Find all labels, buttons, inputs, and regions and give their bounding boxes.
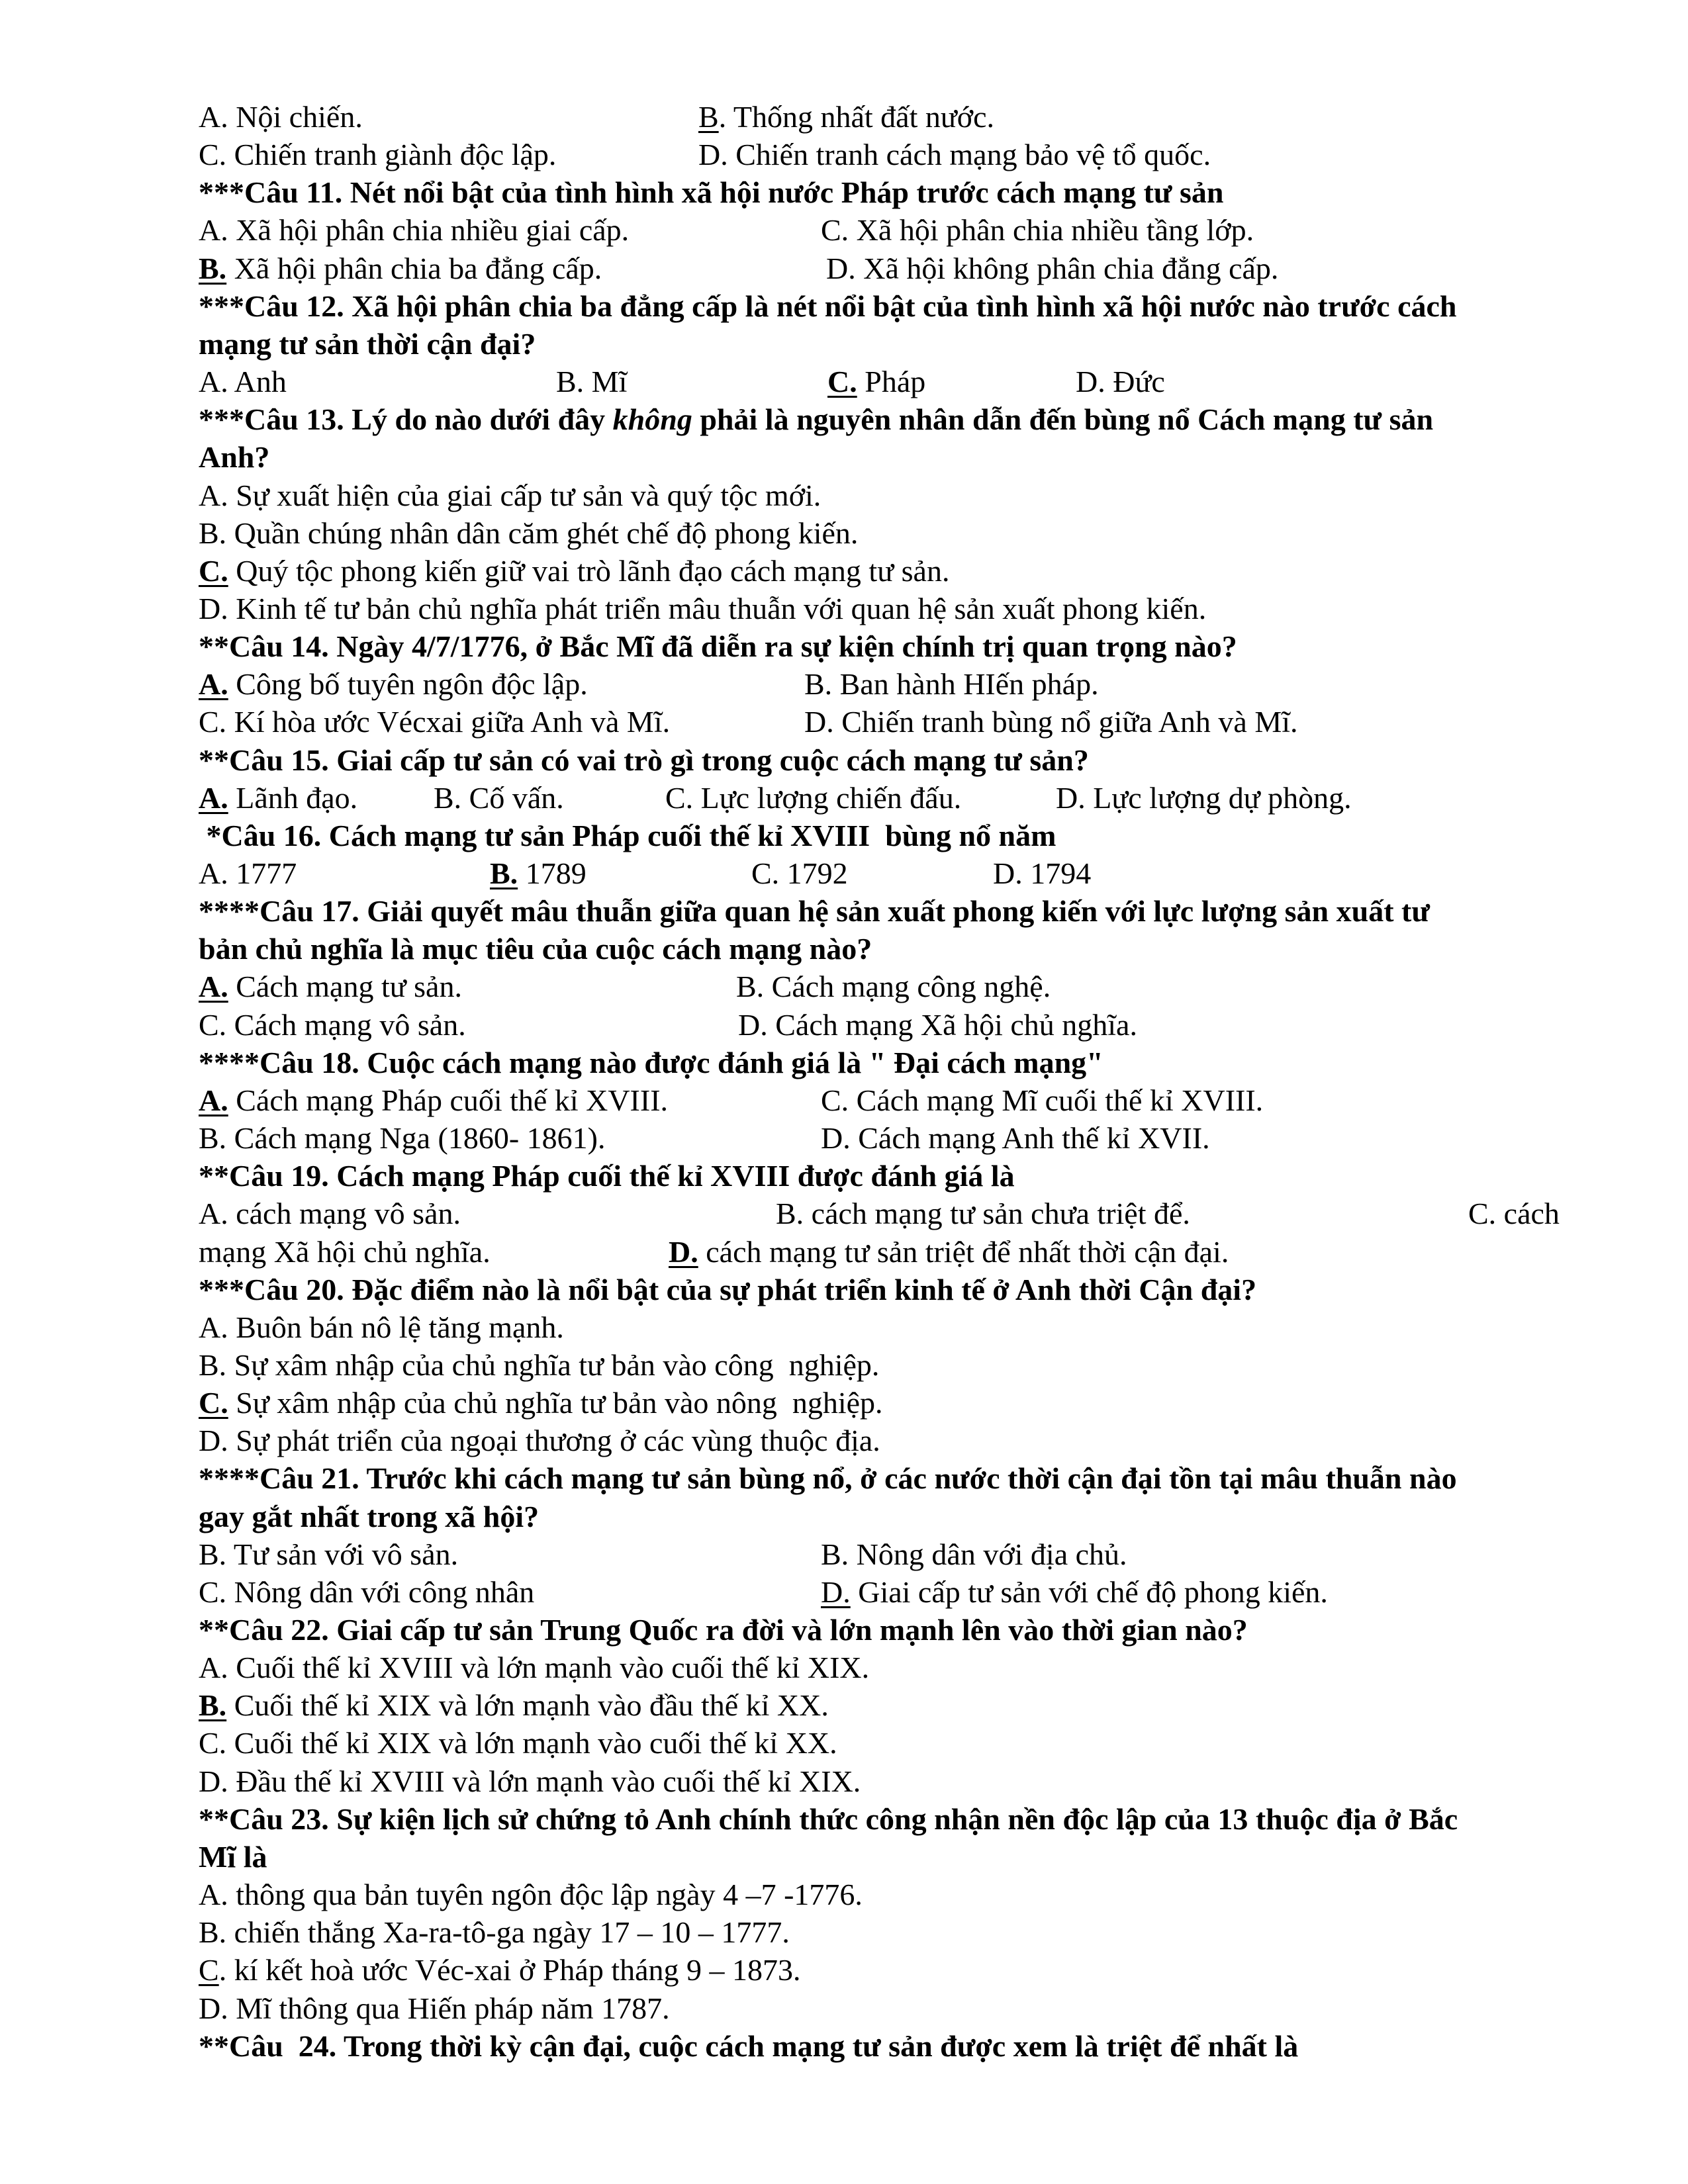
answer-option: D. Đức	[1076, 365, 1165, 399]
answer-option: B. Tư sản với vô sản.	[199, 1537, 459, 1571]
correct-answer-key: A.	[199, 780, 228, 815]
correct-answer-key: A.	[199, 667, 228, 702]
answer-text: Cách mạng Pháp cuối thế kỉ XVIII.	[228, 1083, 669, 1117]
question-line	[199, 1611, 1248, 1649]
question-text: **Câu 23. Sự kiện lịch sử chứng tỏ Anh chính thức công nhận nền độc lập của 13 thuộc địa ở Bắc	[199, 1801, 1458, 1836]
question-text: mạng tư sản thời cận đại?	[199, 326, 536, 361]
answer-option-correct	[199, 250, 602, 287]
answer-option-correct	[827, 363, 925, 400]
answer-option: D. Sự phát triển của ngoại thương ở các vùng thuộc địa.	[199, 1424, 880, 1458]
answer-option-correct	[490, 854, 586, 892]
answer-option: D. Chiến tranh cách mạng bảo vệ tổ quốc.	[698, 138, 1211, 172]
answer-text: Giai cấp tư sản với chế độ phong kiến.	[850, 1574, 1328, 1609]
question-text: ***Câu 12. Xã hội phân chia ba đẳng cấp là nét nổi bật của tình hình xã hội nước nào trước cách	[199, 289, 1457, 323]
question-text-tail: phải là nguyên nhân dẫn đến bùng nổ Cách mạng tư sản	[692, 402, 1434, 437]
question-text: ***Câu 20. Đặc điểm nào là nổi bật của sự phát triển kinh tế ở Anh thời Cận đại?	[199, 1272, 1257, 1306]
question-text: Mĩ là	[199, 1839, 267, 1874]
answer-option: B. cách mạng tư sản chưa triệt để.	[776, 1197, 1190, 1231]
answer-option: B. Cách mạng công nghệ.	[736, 970, 1051, 1004]
answer-text: . kí kết hoà ước Véc-xai ở Pháp tháng 9 – 1873.	[218, 1953, 801, 1987]
answer-option-correct	[698, 98, 994, 136]
answer-text: Sự xâm nhập của chủ nghĩa tư bản vào nông nghiệp.	[228, 1386, 883, 1420]
answer-option: B. Mĩ	[556, 365, 628, 399]
answer-option: C. cách	[1468, 1197, 1560, 1231]
answer-option: D. Kinh tế tư bản chủ nghĩa phát triển mâu thuẫn với quan hệ sản xuất phong kiến.	[199, 591, 1207, 625]
question-text: gay gắt nhất trong xã hội?	[199, 1499, 539, 1533]
answer-option: D. Chiến tranh bùng nổ giữa Anh và Mĩ.	[804, 705, 1298, 739]
answer-option: B. Cách mạng Nga (1860- 1861).	[199, 1121, 606, 1156]
question-text: **Câu 24. Trong thời kỳ cận đại, cuộc cách mạng tư sản được xem là triệt để nhất là	[199, 2028, 1299, 2063]
question-text: bản chủ nghĩa là mục tiêu của cuộc cách mạng nào?	[199, 932, 872, 966]
correct-answer-key: A.	[199, 970, 228, 1004]
answer-option: A. cách mạng vô sản.	[199, 1197, 461, 1231]
question-line	[199, 400, 1433, 438]
answer-option: C. Cách mạng vô sản.	[199, 1007, 466, 1042]
answer-option: B. chiến thắng Xa-ra-tô-ga ngày 17 – 10 – 1777.	[199, 1915, 790, 1950]
answer-option: C. Kí hòa ước Vécxai giữa Anh và Mĩ.	[199, 705, 671, 739]
correct-answer-key: D.	[669, 1234, 698, 1269]
question-line	[199, 741, 1089, 779]
question-line	[199, 627, 1237, 665]
question-line	[199, 1044, 1103, 1081]
question-text: **Câu 14. Ngày 4/7/1776, ở Bắc Mĩ đã diễn ra sự kiện chính trị quan trọng nào?	[199, 629, 1237, 664]
correct-answer-key: C.	[199, 553, 228, 588]
answer-option-correct	[199, 779, 357, 817]
answer-option: A. 1777	[199, 856, 297, 890]
correct-answer-key: B.	[199, 251, 227, 285]
question-line	[199, 325, 536, 363]
answer-option-correct	[199, 665, 588, 703]
answer-option: C. Cuối thế kỉ XIX và lớn mạnh vào cuối thế kỉ XX.	[199, 1726, 837, 1760]
answer-option: C. Nông dân với công nhân	[199, 1574, 535, 1609]
question-line	[199, 1498, 539, 1535]
correct-answer-key: C.	[827, 365, 857, 399]
answer-option: A. thông qua bản tuyên ngôn độc lập ngày 4 –7 -1776.	[199, 1878, 863, 1912]
answer-option-correct	[821, 1573, 1328, 1611]
answer-text: Lãnh đạo.	[228, 780, 358, 815]
question-line	[199, 1838, 267, 1876]
question-line	[199, 1157, 1015, 1195]
answer-option: D. Cách mạng Anh thế kỉ XVII.	[821, 1121, 1210, 1156]
answer-text: Pháp	[857, 365, 926, 399]
answer-option: D. Mĩ thông qua Hiến pháp năm 1787.	[199, 1991, 670, 2025]
answer-option: A. Cuối thế kỉ XVIII và lớn mạnh vào cuối thế kỉ XIX.	[199, 1651, 870, 1685]
question-line	[199, 438, 269, 476]
answer-option-correct	[199, 1384, 883, 1422]
question-line	[199, 2027, 1298, 2065]
answer-option: C. Lực lượng chiến đấu.	[665, 780, 962, 815]
answer-text: Cách mạng tư sản.	[228, 970, 462, 1004]
answer-option-correct	[199, 1951, 801, 1989]
question-text: **Câu 22. Giai cấp tư sản Trung Quốc ra đời và lớn mạnh lên vào thời gian nào?	[199, 1613, 1248, 1647]
answer-option: D. Lực lượng dự phòng.	[1056, 780, 1352, 815]
answer-option: B. Nông dân với địa chủ.	[821, 1537, 1127, 1571]
answer-option: A. Anh	[199, 365, 287, 399]
answer-option: mạng Xã hội chủ nghĩa.	[199, 1234, 491, 1269]
question-line	[199, 1459, 1457, 1497]
correct-answer-key: B	[698, 100, 719, 134]
question-emphasis: không	[612, 402, 692, 437]
question-text: ****Câu 17. Giải quyết mâu thuẫn giữa quan hệ sản xuất phong kiến với lực lượng sản xuất tư	[199, 894, 1430, 929]
answer-option: C. Xã hội phân chia nhiều tầng lớp.	[821, 213, 1254, 248]
question-line	[199, 930, 872, 968]
answer-option: D. 1794	[993, 856, 1092, 890]
answer-option: C. 1792	[751, 856, 848, 890]
question-line	[199, 817, 1056, 854]
answer-text: Quý tộc phong kiến giữ vai trò lãnh đạo cách mạng tư sản.	[228, 553, 950, 588]
answer-option: B. Sự xâm nhập của chủ nghĩa tư bản vào công nghiệp.	[199, 1347, 880, 1382]
answer-option: A. Nội chiến.	[199, 100, 363, 134]
question-text: ****Câu 21. Trước khi cách mạng tư sản bùng nổ, ở các nước thời cận đại tồn tại mâu thuẫn nào	[199, 1461, 1457, 1496]
answer-option: C. Cách mạng Mĩ cuối thế kỉ XVIII.	[821, 1083, 1264, 1117]
answer-text: Xã hội phân chia ba đẳng cấp.	[226, 251, 602, 285]
answer-option-correct	[199, 1686, 829, 1724]
correct-answer-key: C.	[199, 1386, 228, 1420]
question-text: ***Câu 11. Nét nổi bật của tình hình xã hội nước Pháp trước cách mạng tư sản	[199, 175, 1224, 210]
answer-text: Công bố tuyên ngôn độc lập.	[228, 667, 588, 702]
question-line	[199, 1800, 1458, 1838]
answer-option: A. Buôn bán nô lệ tăng mạnh.	[199, 1310, 564, 1344]
answer-option-correct	[199, 552, 949, 590]
answer-option: D. Cách mạng Xã hội chủ nghĩa.	[738, 1007, 1137, 1042]
answer-text: 1789	[518, 856, 586, 890]
question-line	[199, 173, 1223, 211]
question-text: **Câu 19. Cách mạng Pháp cuối thế kỉ XVIII được đánh giá là	[199, 1159, 1015, 1193]
answer-option-correct	[669, 1233, 1229, 1271]
answer-option: B. Quần chúng nhân dân căm ghét chế độ phong kiến.	[199, 516, 859, 550]
question-text: *Câu 16. Cách mạng tư sản Pháp cuối thế kỉ XVIII bùng nổ năm	[199, 818, 1056, 852]
answer-option-correct	[199, 1081, 668, 1119]
answer-text: . Thống nhất đất nước.	[718, 100, 995, 134]
correct-answer-key: B.	[199, 1688, 227, 1723]
question-text: **Câu 15. Giai cấp tư sản có vai trò gì trong cuộc cách mạng tư sản?	[199, 743, 1089, 777]
answer-text: cách mạng tư sản triệt để nhất thời cận đại.	[698, 1234, 1229, 1269]
answer-option: A. Xã hội phân chia nhiều giai cấp.	[199, 213, 630, 248]
correct-answer-key: A.	[199, 1083, 228, 1117]
correct-answer-key: D.	[821, 1574, 851, 1609]
question-text: ***Câu 13. Lý do nào dưới đây	[199, 402, 613, 437]
question-line	[199, 892, 1430, 930]
question-text: ****Câu 18. Cuộc cách mạng nào được đánh giá là " Đại cách mạng"	[199, 1045, 1103, 1079]
correct-answer-key: B.	[490, 856, 518, 890]
answer-option-correct	[199, 968, 462, 1005]
answer-option: B. Ban hành HIến pháp.	[804, 667, 1099, 702]
question-line	[199, 1271, 1256, 1308]
answer-option: D. Đầu thế kỉ XVIII và lớn mạnh vào cuối thế kỉ XIX.	[199, 1764, 861, 1798]
answer-option: C. Chiến tranh giành độc lập.	[199, 138, 557, 172]
answer-option: A. Sự xuất hiện của giai cấp tư sản và quý tộc mới.	[199, 478, 821, 512]
answer-option: B. Cố vấn.	[434, 780, 564, 815]
answer-text: Cuối thế kỉ XIX và lớn mạnh vào đầu thế kỉ XX.	[226, 1688, 829, 1723]
question-line	[199, 287, 1457, 325]
answer-option: D. Xã hội không phân chia đẳng cấp.	[826, 251, 1279, 285]
question-text: Anh?	[199, 440, 270, 475]
correct-answer-key: C	[199, 1953, 219, 1987]
